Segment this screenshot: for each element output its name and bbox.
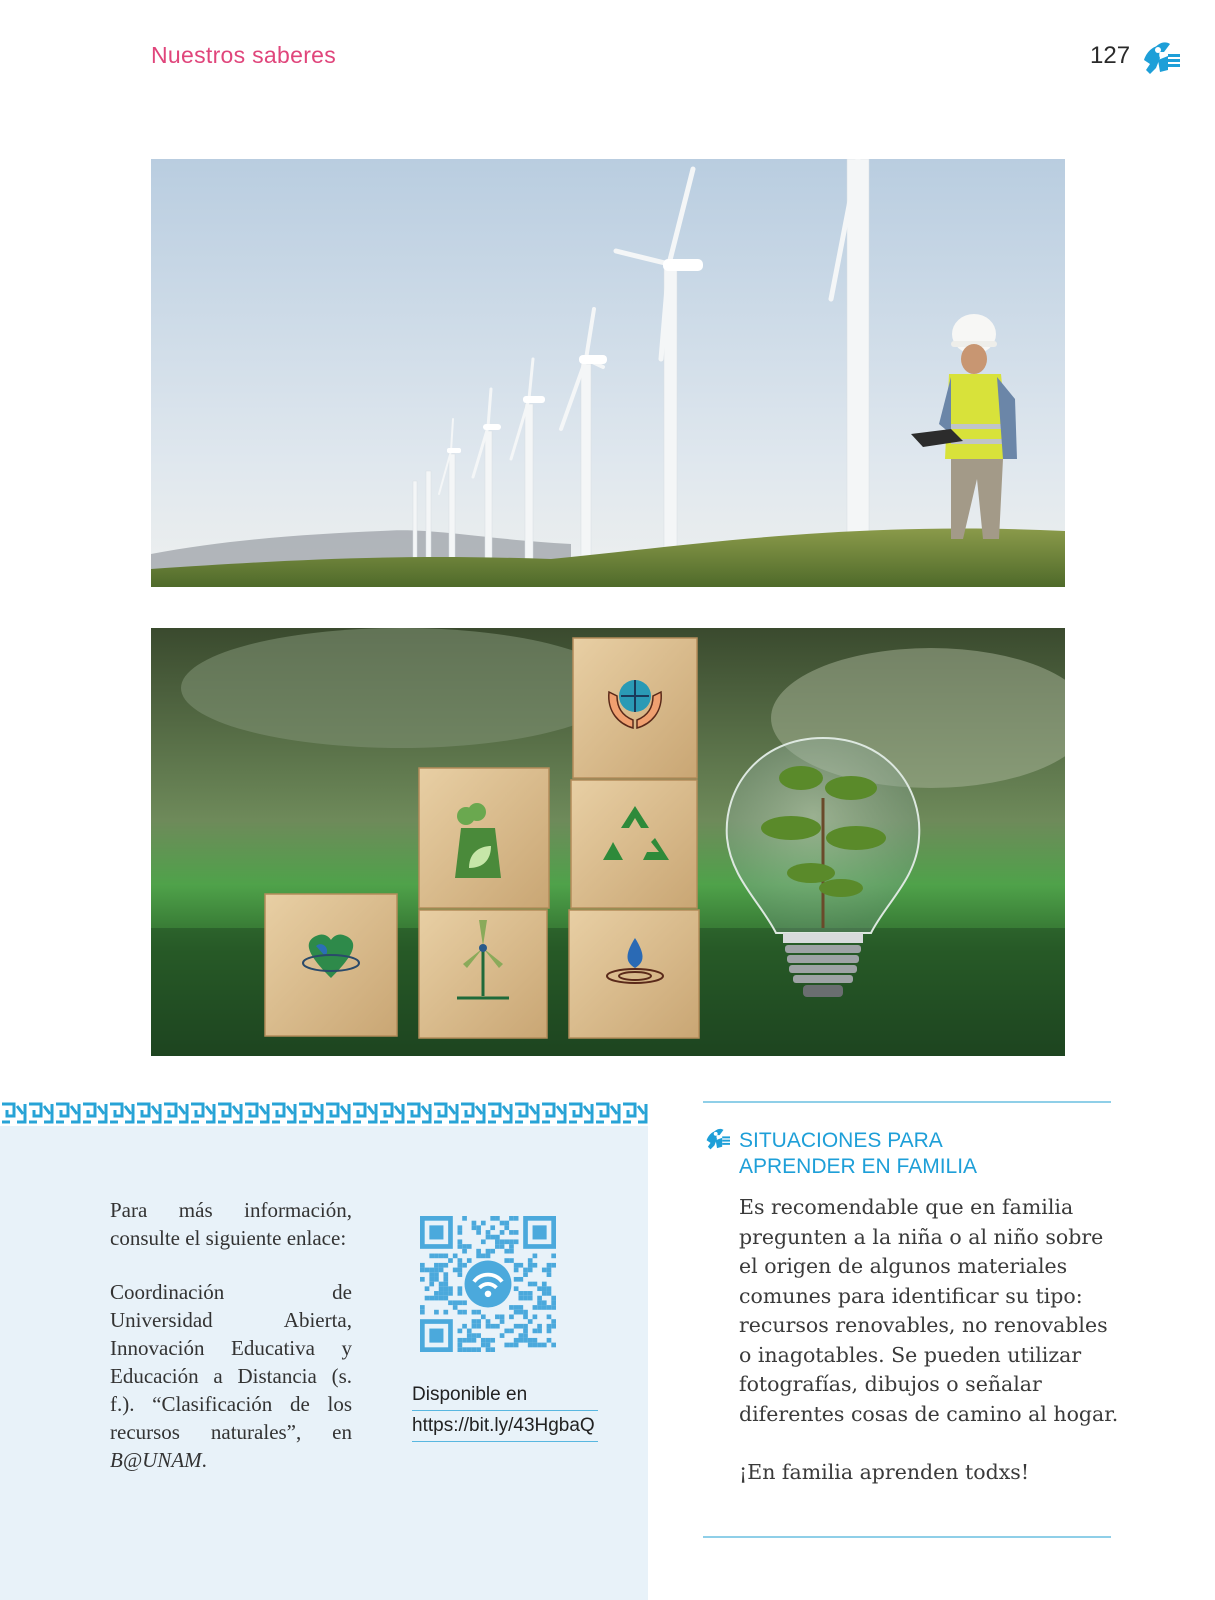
family-box-heading [739,1128,1099,1180]
decorative-border [0,1100,648,1126]
family-closing-text: ¡En familia aprenden todxs! [739,1460,1030,1484]
wind-turbines-photo [151,159,1065,587]
hands-book-icon [1138,38,1182,78]
family-box-bottom-rule [703,1536,1111,1538]
reference-source: B@UNAM [110,1448,202,1472]
qr-link[interactable]: https://bit.ly/43HgbaQ [412,1411,598,1442]
hands-book-icon [702,1126,732,1152]
qr-caption [412,1380,598,1442]
family-box-top-rule [703,1101,1111,1103]
wooden-blocks-eco-icons-photo [151,628,1065,1056]
reference-citation: Coordinación de Universidad Abierta, Innovación Educativa y Educación a Distancia (s. f.). “Clasificación de los recursos naturales”, en B@UNAM. [110,1280,352,1472]
family-heading-line1: SITUACIONES PARA [739,1129,943,1152]
info-text [110,1196,352,1500]
family-body-text: Es recomendable que en familia pregunten a la niña o al niño sobre el origen de algunos materiales comunes para identificar su tipo: recursos renovables, no renovables o inagotables. Se pueden utilizar fotografías, dibujos o señalar diferentes cosas de camino al hogar. [739,1195,1119,1426]
page-number: 127 [1090,42,1131,69]
section-title: Nuestros saberes [151,42,337,68]
info-intro: Para más información, consulte el siguiente enlace: [110,1198,352,1250]
qr-code[interactable] [420,1216,556,1352]
family-heading-line2: APRENDER EN FAMILIA [739,1155,978,1178]
family-box-body [739,1193,1119,1488]
qr-label: Disponible en [412,1380,598,1411]
